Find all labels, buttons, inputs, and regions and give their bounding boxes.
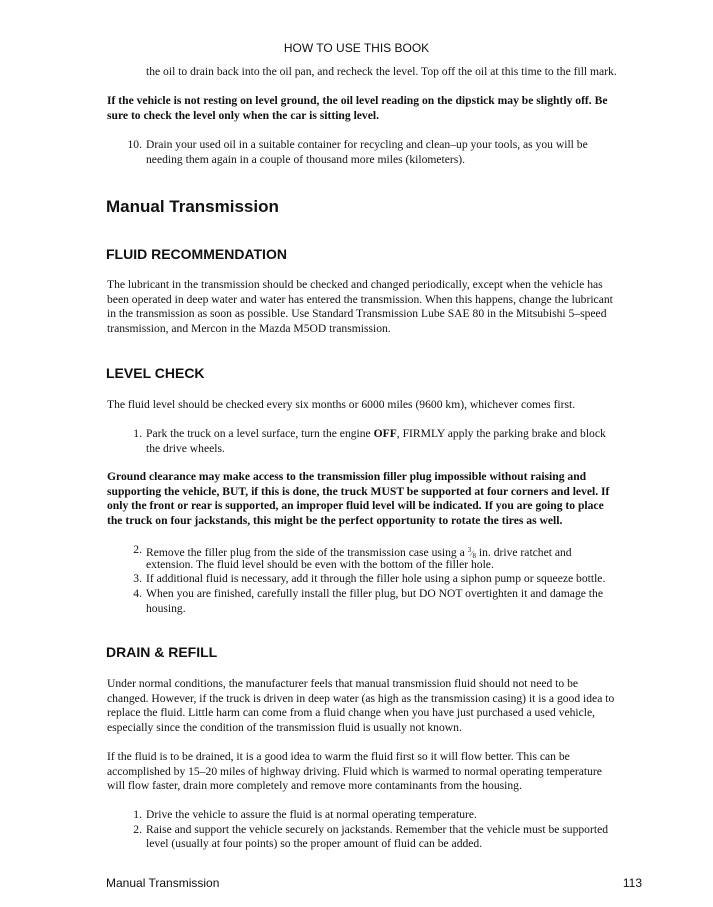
step-text: in. drive ratchet and [476,546,572,559]
note-line: sure to check the level only when the car is sitting level. [107,108,379,122]
step-text-line: the drive wheels. [146,441,225,455]
fluid-recommendation-paragraph [107,278,613,337]
step-text: , FIRMLY apply the parking brake and block [396,427,606,440]
paragraph-line: If the fluid is to be drained, it is a good idea to warm the fluid first so it will flow better. This can be [107,750,570,763]
step-number: 1. [133,808,142,821]
fraction-denominator: 8 [472,552,476,560]
paragraph-line: in the transmission as soon as possible. Use Standard Transmission Lube SAE 80 in the Mitsubishi 5–speed [107,307,607,321]
fraction: $^3⁄_8$ [467,546,476,560]
note-line: supporting the vehicle, BUT, if this is done, the truck MUST be supported at four corners and level. If [107,484,610,498]
paragraph-line: replace the fluid. Little harm can come from a fluid change when you have just purchased a used vehicle, [107,706,596,720]
heading-fluid-recommendation: FLUID RECOMMENDATION [106,246,287,262]
step-text-line: Drive the vehicle to assure the fluid is at normal operating temperature. [146,808,477,821]
step-number: 1. [133,427,142,440]
step-number: 2. [133,822,142,836]
note-line: If the vehicle is not resting on level ground, the oil level reading on the dipstick may be slightly off. Be [107,94,608,107]
paragraph-line: transmission, and Mercon in the Mazda M5OD transmission. [107,322,391,336]
paragraph-line: Under normal conditions, the manufacturer feels that manual transmission fluid should not need to be [107,677,579,690]
step-text-line: When you are finished, carefully install the filler plug, but DO NOT overtighten it and damage the [146,587,603,601]
level-steps-2-4 [106,543,666,618]
drain-steps [106,808,666,853]
paragraph-line: changed. However, if the truck is driven in deep water (as high as the transmission casing) it is a good idea to [107,691,615,705]
running-header-title: HOW TO USE THIS BOOK [283,41,430,55]
note-line: Ground clearance may make access to the transmission filler plug impossible without raising and [107,470,587,483]
step-number: 10. [127,138,142,151]
paragraph-line: will flow faster, drain more completely and remove more contaminants from the housing. [107,779,522,793]
heading-drain-refill: DRAIN & REFILL [106,644,218,660]
drain-paragraph-2 [107,750,602,794]
heading-level-check: LEVEL CHECK [106,365,205,381]
step-number: 3. [133,572,142,586]
step-text-line: level (usually at four points) so the proper amount of fluid can be added. [146,837,483,851]
step-number: 4. [133,587,142,601]
step-text-line: If additional fluid is necessary, add it through the filler hole using a siphon pump or squeeze bottle. [146,572,606,586]
section-title: Manual Transmission [106,197,279,216]
step-text-line: housing. [146,601,186,615]
running-header [0,41,713,55]
paragraph-line: especially since the condition of the transmission fluid is usually not known. [107,721,462,735]
step-text-bold: OFF [373,427,397,440]
note-line: the truck on four jackstands, this might be the perfect opportunity to rotate the tires as well. [107,514,563,528]
step-text: Remove the filler plug from the side of the transmission case using a [146,546,468,559]
step-text-line [146,427,606,442]
fraction-numerator: 3 [467,546,472,554]
step-text-line: Drain your used oil in a suitable container for recycling and clean–up your tools, as you will be [146,138,588,151]
note-ground-clearance [107,470,609,529]
note-dipstick [107,94,607,123]
step-text-line: Raise and support the vehicle securely on jackstands. Remember that the vehicle must be supported [146,822,609,836]
drain-paragraph-1 [107,677,614,736]
step-text: Park the truck on a level surface, turn the engine [146,427,374,440]
paragraph-line: accomplished by 15–20 miles of highway driving. Fluid which is warmed to normal operating temperature [107,764,602,778]
level-check-intro: The fluid level should be checked every six months or 6000 miles (9600 km), whichever comes first. [107,398,576,411]
paragraph-line: been operated in deep water and water has entered the transmission. When this happens, change the lubricant [107,292,613,306]
step-number: 2. [133,543,142,556]
step-text-line: needing them again in a couple of thousand more miles (kilometers). [146,152,466,166]
note-line: only the front or rear is supported, an improper fluid level will be indicated. If you are going to place [107,499,604,513]
footer-section-name: Manual Transmission [106,876,220,890]
continued-step-text: the oil to drain back into the oil pan, and recheck the level. Top off the oil at this time to the fill mark. [146,65,617,78]
footer-page-number: 113 [622,876,642,890]
step-text-line: extension. The fluid level should be even with the bottom of the filler hole. [146,557,494,571]
paragraph-line: The lubricant in the transmission should be checked and changed periodically, except when the vehicle has [107,278,603,291]
